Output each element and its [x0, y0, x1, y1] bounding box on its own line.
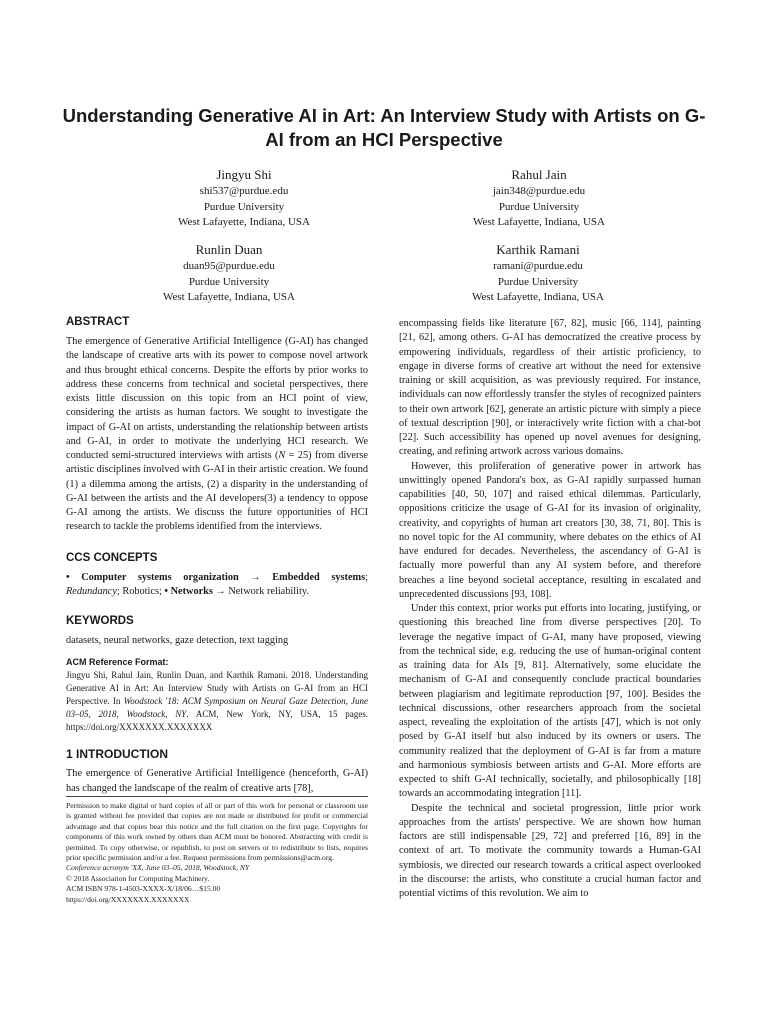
- keywords-heading: KEYWORDS: [66, 615, 134, 627]
- copyright-footnote: [66, 796, 368, 905]
- ccs-term: Redundancy: [66, 585, 117, 597]
- author-affiliation: Purdue University: [203, 200, 285, 213]
- ccs-separator: ;: [365, 571, 368, 583]
- body-paragraph: encompassing fields like literature [67, 82], music [66, 114], painting [21, 62], among others. G-AI has democratized the creative process by empowering individuals, regardless of their artistic proficiency, to engage in diverse forms of creative art without the need for extensive training or skill acquisition, as was previously required. For instance, individuals can now effortlessly transfer the styles of recognized painters to their own artwork [62], generate an artistic picture with simply a piece of textual description [90], or interactively write fiction with a chat-bot [22]. Such accessibility has opened up novel avenues for designing, creating, and refining artwork across various domains.: [399, 318, 701, 458]
- author-affiliation: Purdue University: [498, 200, 580, 213]
- isbn-line: ACM ISBN 978-1-4503-XXXX-X/18/06…$15.00: [66, 884, 221, 894]
- introduction-heading: 1 INTRODUCTION: [66, 747, 168, 762]
- author-location: West Lafayette, Indiana, USA: [178, 216, 310, 228]
- acm-reference-heading: ACM Reference Format:: [66, 657, 169, 668]
- doi-line: https://doi.org/XXXXXXX.XXXXXXX: [66, 894, 190, 904]
- author-email: ramani@purdue.edu: [493, 260, 583, 272]
- ccs-term: • Computer systems organization: [66, 571, 239, 583]
- author-block: [408, 241, 668, 306]
- copyright-line: © 2018 Association for Computing Machinery.: [66, 873, 210, 883]
- author-location: West Lafayette, Indiana, USA: [473, 216, 605, 228]
- ccs-arrow: →: [212, 585, 229, 597]
- paper-title: Understanding Generative AI in Art: An Interview Study with Artists on G-AI from an HCI Perspective: [62, 105, 706, 150]
- acm-reference-part: Jingyu Shi, Rahul Jain, Runlin Duan, and Karthik Ramani. 2018. Understanding Generative AI in Art: An Interview Study with Artists on G-AI from an HCI Perspective. In: [66, 670, 368, 707]
- ccs-arrow: →: [238, 571, 273, 583]
- author-location: West Lafayette, Indiana, USA: [472, 291, 604, 303]
- abstract-text-part: The emergence of Generative Artificial Intelligence (G-AI) has changed the landscape of creative arts with its power to compose novel artwork and thus brought ethical concerns. Despite the efforts by prior works to address these concerns from technical and societal perspectives, there exists little discussion on this topic from an HCI point of view, considering the artists as human factors. We sought to investigate the impact of G-AI on artists, understanding the relationship between artists and G-AI, in order to motivate the underlying HCI research. We conducted semi-structured interviews with artists (: [66, 336, 368, 461]
- author-email: shi537@purdue.edu: [199, 185, 289, 197]
- ccs-term: Embedded systems: [272, 571, 366, 583]
- author-affiliation: Purdue University: [497, 275, 579, 288]
- body-paragraph: Under this context, prior works put efforts into locating, justifying, or questioning this breached line from diverse perspectives [20]. To leverage the negative impact of G-AI, many have proposed, viewing from the technical side, e.g. reducing the use of human-original content as training data for AIs [9, 81]. Alternatively, some elucidate the mechanism of G-AI and consequently conclude practical boundaries between plagiarism and legitimate reproduction [97, 100]. Besides the technical discussions, other researchers approach from the societal aspect, revealing the exploitation of the artists [47], which is not only posed by G-AI itself but also induced by its owners or users. The community realized that the deployment of G-AI is far from a mature and harmonious symbiosis between artists and G-AI. More efforts are expected to shift G-AI technically, societally, and philosophically [18] towards an accommodating integration [11].: [399, 603, 701, 800]
- author-email: duan95@purdue.edu: [183, 260, 275, 272]
- ccs-heading: CCS CONCEPTS: [66, 551, 158, 564]
- abstract-heading: ABSTRACT: [66, 316, 130, 328]
- body-paragraph: Despite the technical and societal progression, little prior work approaches from the artists' perspective. We are shown how human factors are still indispensable [29, 72] and preferred [16, 89] in the context of art. To motivate the community towards a Human-GAI symbiosis, we directed our research towards a critical aspect overlooked in the discourse: the artists, who constitute a crucial human factor and potential victims of this revolution. We aim to: [399, 802, 701, 899]
- right-column: [399, 317, 701, 901]
- keywords-text: datasets, neural networks, gaze detection, text tagging: [66, 635, 289, 646]
- abstract-text: [66, 335, 368, 535]
- author-block: [114, 166, 374, 231]
- ccs-term: Network reliability.: [228, 585, 309, 597]
- introduction-text: The emergence of Generative Artificial Intelligence (henceforth, G-AI) has changed the landscape of the realm of creative arts [78],: [66, 768, 368, 794]
- author-name: Jingyu Shi: [216, 167, 272, 182]
- author-block: [99, 241, 359, 306]
- author-location: West Lafayette, Indiana, USA: [163, 291, 295, 303]
- conference-line: [66, 863, 368, 873]
- ccs-text: [66, 571, 368, 600]
- permission-notice: Permission to make digital or hard copies of all or part of this work for personal or classroom use is granted without fee provided that copies are not made or distributed for profit or commercial advantage and that copies bear this notice and the full citation on the first page. Copyrights for components of this work owned by others than ACM must be honored. Abstracting with credit is permitted. To copy otherwise, or republish, to post on servers or to redistribute to lists, requires prior specific permission and/or a fee. Request permissions from permissions@acm.org.: [66, 801, 368, 863]
- body-paragraph: However, this proliferation of generative power in artwork has unwittingly opened Pandora's box, as G-AI rapidly surpassed human capabilities [40, 50, 107] and raised ethical dilemmas. Particularly, oppositions criticize the usage of G-AI for its invasion of originality, creativity, and copyrights of human art creators [30, 38, 71, 80]. This is no novel topic for the AI community, where debates on the ethics of AI have endured for decades. Nevertheless, the ascendancy of G-AI is factually more powerful than any AI system before, and therefore breaches a line beyond societal acceptance, resulting in escalated and unprecedented discussions [93, 108].: [399, 460, 701, 600]
- author-name: Runlin Duan: [195, 242, 263, 257]
- author-block: [409, 166, 669, 231]
- author-email: jain348@purdue.edu: [492, 185, 586, 197]
- ccs-separator: ; Robotics;: [116, 585, 165, 597]
- abstract-n-variable: N: [278, 450, 286, 461]
- conference-acronym: Conference acronym 'XX, June 03–05, 2018, Woodstock, NY: [66, 863, 250, 873]
- acm-reference-part: . ACM, New York, NY, USA, 15 pages. https://doi.org/XXXXXXX.XXXXXXX: [66, 709, 368, 733]
- author-name: Karthik Ramani: [496, 242, 580, 257]
- author-affiliation: Purdue University: [188, 275, 270, 288]
- ccs-term: • Networks: [164, 585, 213, 597]
- acm-reference-venue: Woodstock '18: ACM Symposium on Neural Gaze Detection, June 03–05, 2018, Woodstock, NY: [66, 696, 369, 720]
- author-name: Rahul Jain: [511, 167, 567, 182]
- abstract-text-part: = 25) from diverse artistic disciplines involved with G-AI in their artistic creation. We found (1) a dilemma among the artists, (2) a disparity in the understanding of G-AI between the artists and the AI developers(3) a tendency to oppose G-AI among the artists. We discuss the future opportunities of HCI research to tackle the problems identified from the interviews.: [66, 450, 368, 533]
- acm-reference-text: [66, 669, 368, 734]
- left-column: [66, 314, 368, 796]
